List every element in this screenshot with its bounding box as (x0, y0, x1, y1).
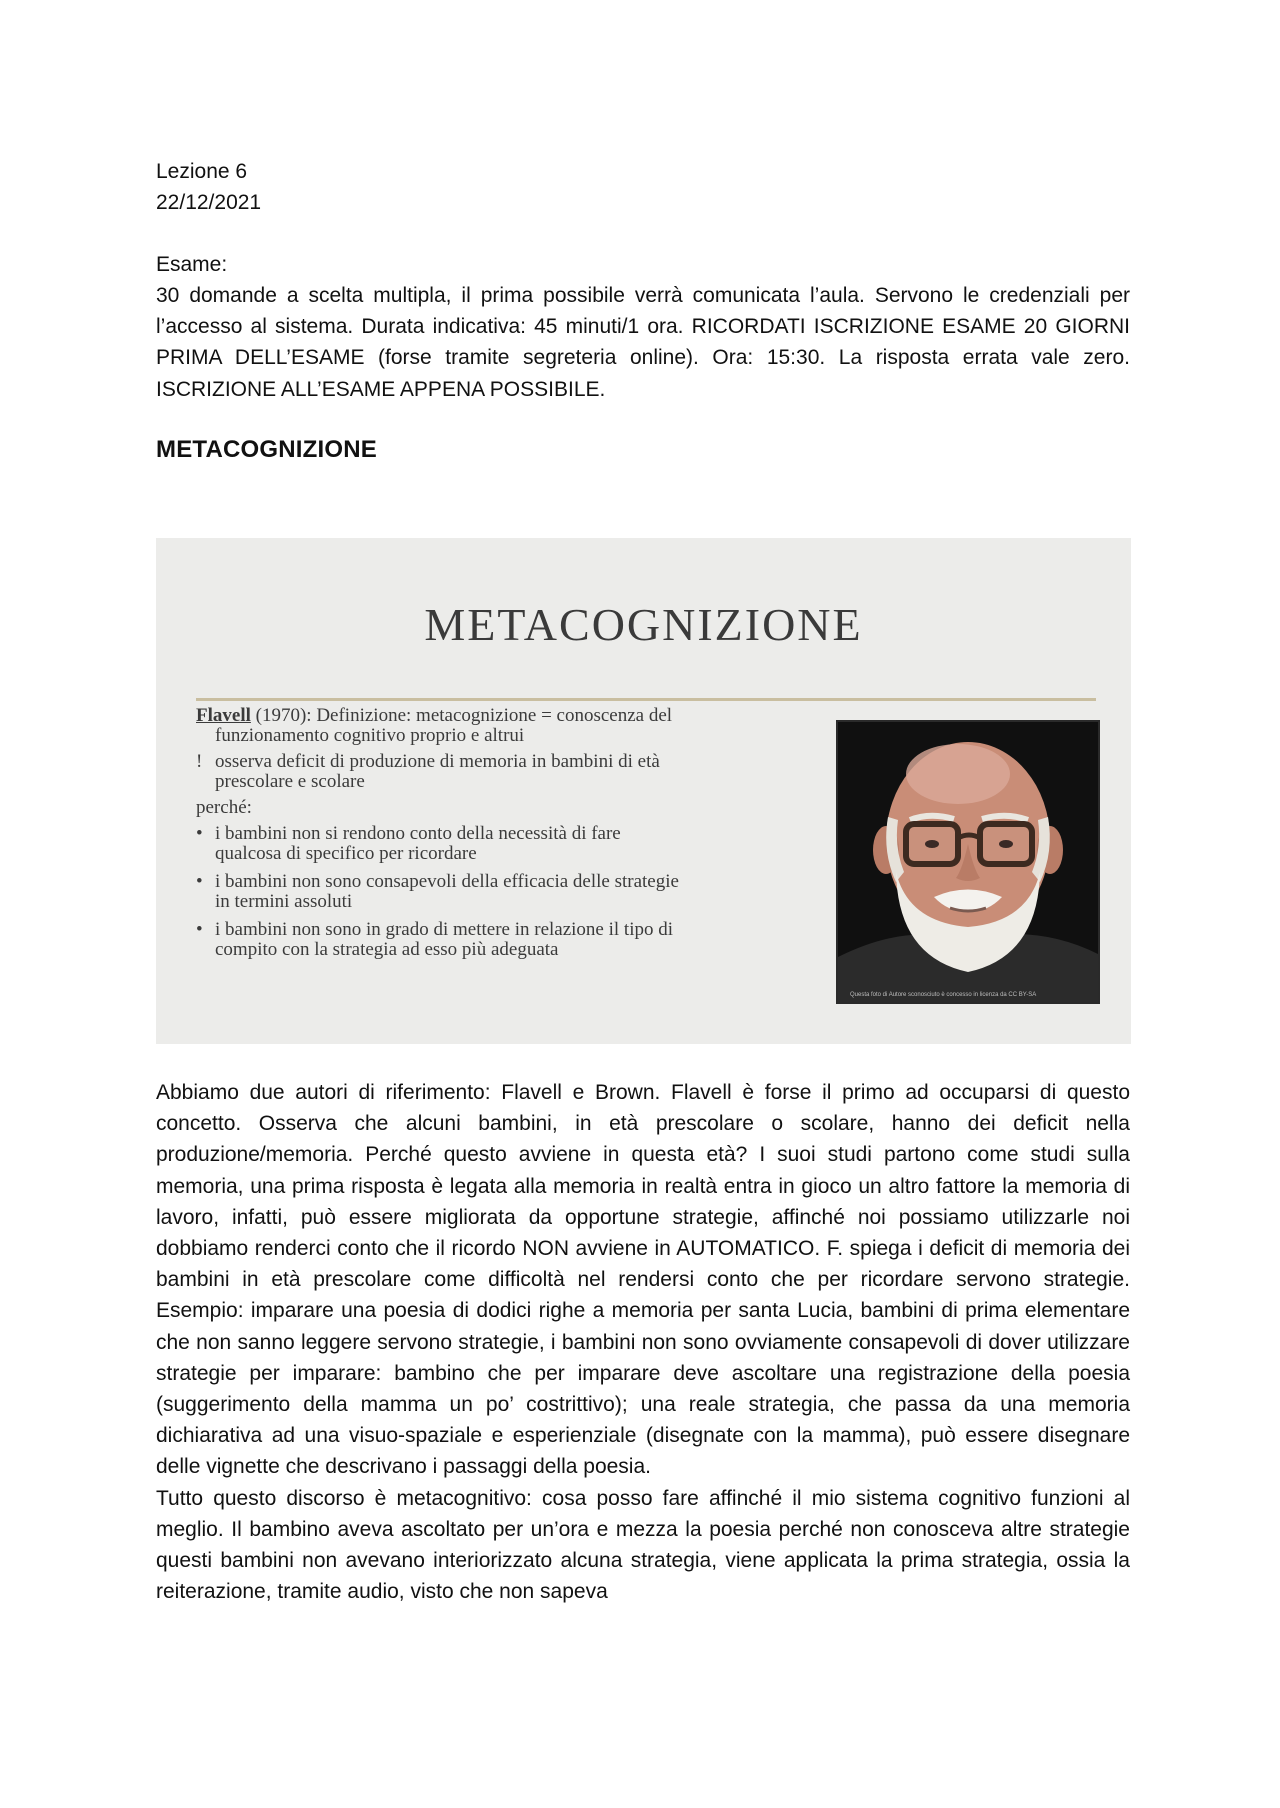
slide-bullet (196, 872, 816, 912)
slide-bullet-3-line1: i bambini non sono in grado di mettere in relazione il tipo di (215, 919, 674, 940)
slide-note-text (215, 752, 660, 792)
document-header (156, 156, 1130, 467)
slide-bullet-1-line1: i bambini non si rendono conto della necessità di fare (215, 823, 621, 844)
slide-image (156, 538, 1131, 1044)
slide-bullet-1-line2: qualcosa di specifico per ricordare (215, 843, 477, 864)
lesson-title: Lezione 6 (156, 160, 248, 183)
slide-bullet-text (215, 824, 621, 864)
document-body (156, 1077, 1130, 1607)
body-paragraph-1: Abbiamo due autori di riferimento: Flavell e Brown. Flavell è forse il primo ad occuparsi di questo concetto. Osserva che alcuni bambini, in età prescolare o scolare, hanno dei deficit nella produzione/memoria. Perché questo avviene in questa età? I suoi studi partono come studi sulla memoria, una prima risposta è legata alla memoria in realtà entra in gioco un altro fattore la memoria di lavoro, infatti, può essere migliorata da opportune strategie, affinché noi possiamo utilizzarle noi dobbiamo renderci conto che il ricordo NON avviene in AUTOMATICO. F. spiega i deficit di memoria dei bambini in età prescolare come difficoltà nel rendersi conto che per ricordare servono strategie. Esempio: imparare una poesia di dodici righe a memoria per santa Lucia, bambini di prima elementare che non sanno leggere servono strategie, i bambini non sono ovviamente consapevoli di dover utilizzare strategie per imparare: bambino che per imparare deve ascoltare una registrazione della poesia (suggerimento della mamma un po’ costrittivo); una reale strategia, che passa da una memoria dichiarativa ad una visuo-spaziale e esperienziale (disegnate con la mamma), può essere disegnare delle vignette che descrivano i passaggi della poesia. (156, 1081, 1130, 1479)
slide-definition-cont: funzionamento cognitivo proprio e altrui (215, 725, 525, 746)
exclamation-icon: ! (196, 751, 203, 772)
slide-bullet-2-line2: in termini assoluti (215, 891, 353, 912)
slide-note-line2: prescolare e scolare (215, 771, 365, 792)
lesson-date: 22/12/2021 (156, 191, 262, 214)
exam-paragraph: 30 domande a scelta multipla, il prima possibile verrà comunicata l’aula. Servono le credenziali per l’accesso al sistema. Durata indicativa: 45 minuti/1 ora. RICORDATI ISCRIZIONE ESAME 20 GIORNI PRIMA DELL’ESAME (forse tramite segreteria online). Ora: 15:30. La risposta errata vale zero. ISCRIZIONE ALL’ESAME APPENA POSSIBILE. (156, 284, 1130, 401)
slide-bullet-text (215, 920, 673, 960)
portrait-photo (836, 720, 1100, 1004)
slide-body (196, 706, 816, 960)
bullet-icon: • (196, 871, 203, 892)
slide-bullet-2-line1: i bambini non sono consapevoli della efficacia delle strategie (215, 871, 679, 892)
slide-bullet-3-line2: compito con la strategia ad esso più adeguata (215, 939, 559, 960)
exam-label: Esame: (156, 253, 228, 276)
slide-bullet-text (215, 872, 679, 912)
slide-why: perché: (196, 797, 252, 818)
slide-author: Flavell (196, 705, 251, 726)
photo-caption: Questa foto di Autore sconosciuto è concesso in licenza da CC BY-SA (850, 992, 1037, 998)
body-paragraph-2: Tutto questo discorso è metacognitivo: cosa posso fare affinché il mio sistema cognitivo funzioni al meglio. Il bambino aveva ascoltato per un’ora e mezza la poesia perché non conosceva altre strategie questi bambini non avevano interiorizzato alcuna strategia, viene applicata la prima strategia, ossia la reiterazione, tramite audio, visto che non sapeva (156, 1486, 1130, 1604)
slide-note-line1: osserva deficit di produzione di memoria in bambini di età (215, 751, 660, 772)
portrait-icon (838, 722, 1098, 1002)
slide-bullet (196, 920, 816, 960)
bullet-icon: • (196, 919, 203, 940)
slide-note (196, 752, 816, 792)
slide-definition (196, 706, 816, 726)
slide-definition-text: (1970): Definizione: metacognizione = conoscenza del (250, 705, 673, 726)
section-heading: METACOGNIZIONE (156, 435, 378, 463)
slide-title: METACOGNIZIONE (424, 599, 863, 650)
bullet-icon: • (196, 823, 203, 844)
slide-bullet (196, 824, 816, 864)
slide-divider (196, 698, 1096, 701)
